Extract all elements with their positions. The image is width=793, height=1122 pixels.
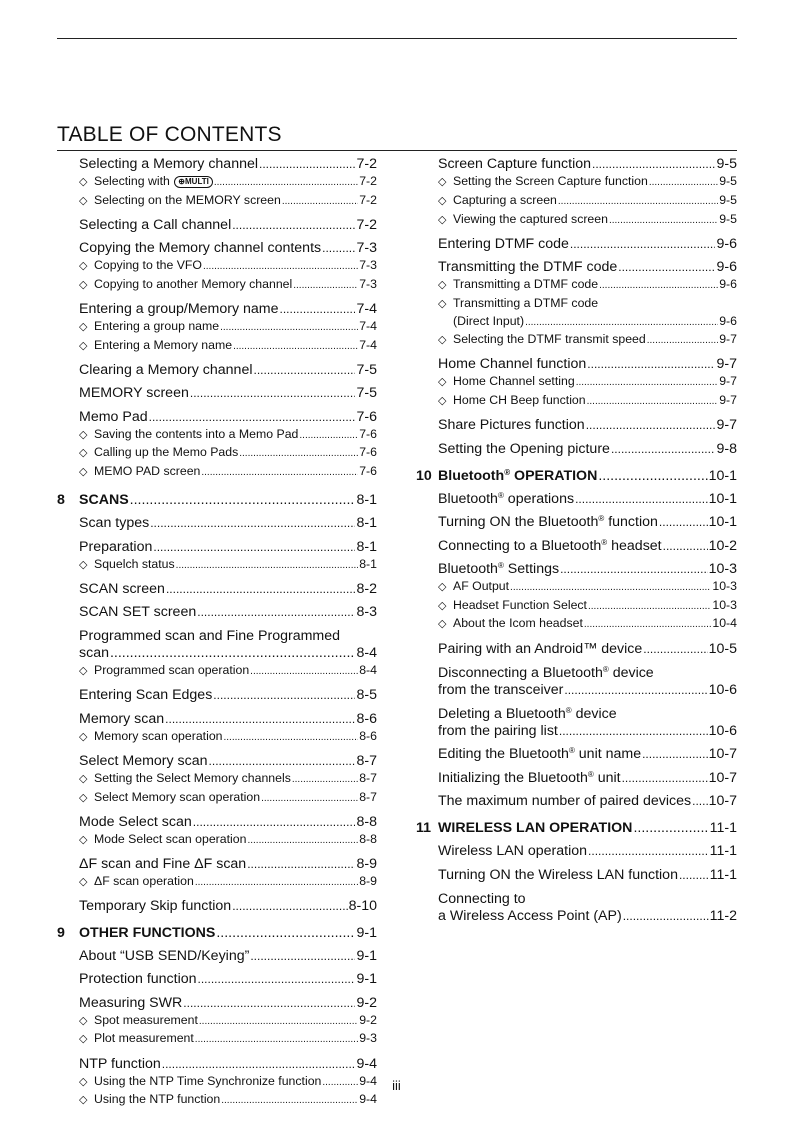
toc-entry[interactable]: SCAN SET screen ..... 8-3 — [57, 604, 377, 621]
toc-entry[interactable]: ΔF scan and Fine ΔF scan ..... 8-9 — [57, 856, 377, 873]
toc-subentry[interactable]: ◇ MEMO PAD screen ..... 7-6 — [57, 463, 377, 482]
diamond-icon: ◇ — [79, 665, 88, 678]
diamond-icon: ◇ — [438, 395, 447, 408]
toc-subentry[interactable]: ◇ Headset Function Select ..... 10-3 — [416, 597, 737, 616]
toc-subentry[interactable]: ◇ Home Channel setting ..... 9-7 — [416, 373, 737, 392]
toc-entry[interactable]: Setting the Opening picture ..... 9-8 — [416, 441, 737, 458]
toc-entry-line[interactable]: Connecting to — [438, 890, 526, 907]
multi-knob-icon: ⊕MULTI — [174, 176, 213, 188]
toc-subentry[interactable]: ◇ Setting the Screen Capture function ..... 9-5 — [416, 173, 737, 192]
diamond-icon: ◇ — [79, 730, 88, 743]
diamond-icon: ◇ — [438, 297, 447, 310]
diamond-icon: ◇ — [438, 376, 447, 389]
diamond-icon: ◇ — [79, 558, 88, 571]
toc-entry[interactable]: Selecting a Memory channel ..... 7-2 — [57, 156, 377, 173]
diamond-icon: ◇ — [79, 321, 88, 334]
toc-entry[interactable]: Protection function ..... 9-1 — [57, 971, 377, 988]
toc-section-8[interactable]: 8 SCANS ..... 8-1 — [57, 492, 377, 509]
toc-entry[interactable]: Transmitting the DTMF code ..... 9-6 — [416, 259, 737, 276]
toc-entry[interactable]: Home Channel function ..... 9-7 — [416, 356, 737, 373]
toc-entry[interactable]: Turning ON the Bluetooth® function ..... 10-1 — [416, 514, 737, 531]
toc-entry[interactable]: Editing the Bluetooth® unit name ..... 10-7 — [416, 746, 737, 763]
diamond-icon: ◇ — [438, 599, 447, 612]
toc-subentry[interactable]: ◇ Copying to the VFO ..... 7-3 — [57, 257, 377, 276]
toc-subentry[interactable]: ◇ Entering a Memory name ..... 7-4 — [57, 337, 377, 356]
toc-entry[interactable]: Turning ON the Wireless LAN function ..... 11-1 — [416, 867, 737, 884]
header-rule — [57, 38, 737, 39]
diamond-icon: ◇ — [79, 875, 88, 888]
toc-subentry[interactable]: ◇ Using the NTP Time Synchronize function ..... 9-4 — [57, 1073, 377, 1092]
toc-entry-line[interactable]: Disconnecting a Bluetooth® device — [438, 664, 654, 681]
diamond-icon: ◇ — [79, 1033, 88, 1046]
diamond-icon: ◇ — [79, 772, 88, 785]
toc-subentry[interactable]: ◇ Calling up the Memo Pads ..... 7-6 — [57, 444, 377, 463]
toc-entry[interactable]: Scan types ..... 8-1 — [57, 515, 377, 532]
toc-entry[interactable]: Select Memory scan ..... 8-7 — [57, 753, 377, 770]
diamond-icon: ◇ — [79, 339, 88, 352]
diamond-icon: ◇ — [79, 194, 88, 207]
toc-subentry[interactable]: ◇ Home CH Beep function ..... 9-7 — [416, 392, 737, 411]
toc-subentry[interactable]: ◇ Saving the contents into a Memo Pad ..... 7-6 — [57, 426, 377, 445]
toc-subentry[interactable]: ◇ Selecting with ⊕MULTI ..... 7-2 — [57, 173, 377, 192]
title-rule — [57, 150, 737, 151]
toc-entry[interactable]: from the transceiver ..... 10-6 — [416, 682, 737, 699]
page-number: iii — [392, 1078, 401, 1093]
toc-entry[interactable]: Memory scan ..... 8-6 — [57, 711, 377, 728]
toc-entry[interactable]: Memo Pad ..... 7-6 — [57, 409, 377, 426]
toc-entry[interactable]: Bluetooth® operations ..... 10-1 — [416, 491, 737, 508]
diamond-icon: ◇ — [438, 194, 447, 207]
diamond-icon: ◇ — [438, 334, 447, 347]
toc-subentry[interactable]: ◇ AF Output ..... 10-3 — [416, 578, 737, 597]
toc-subentry[interactable]: ◇ Selecting on the MEMORY screen ..... 7-2 — [57, 192, 377, 211]
toc-section-9[interactable]: 9 OTHER FUNCTIONS ..... 9-1 — [57, 925, 377, 942]
toc-entry[interactable]: Selecting a Call channel ..... 7-2 — [57, 217, 377, 234]
diamond-icon: ◇ — [79, 176, 88, 188]
diamond-icon: ◇ — [79, 466, 88, 479]
diamond-icon: ◇ — [79, 447, 88, 460]
toc-subentry[interactable]: ◇ Transmitting a DTMF code ..... 9-6 — [416, 276, 737, 295]
toc-subentry[interactable]: ◇ Copying to another Memory channel ..... 7-3 — [57, 276, 377, 295]
toc-entry[interactable]: Clearing a Memory channel ..... 7-5 — [57, 362, 377, 379]
diamond-icon: ◇ — [79, 791, 88, 804]
toc-entry[interactable]: About “USB SEND/Keying” ..... 9-1 — [57, 948, 377, 965]
diamond-icon: ◇ — [438, 278, 447, 291]
toc-subentry[interactable]: ◇ Plot measurement ..... 9-3 — [57, 1030, 377, 1049]
toc-right-column — [416, 156, 737, 925]
toc-entry[interactable]: Pairing with an Android™ device ..... 10-5 — [416, 641, 737, 658]
toc-subentry[interactable]: ◇ Mode Select scan operation ..... 8-8 — [57, 831, 377, 850]
toc-section-10[interactable]: 10 Bluetooth® OPERATION ..... 10-1 — [416, 468, 737, 485]
toc-entry[interactable]: Initializing the Bluetooth® unit ..... 10-7 — [416, 770, 737, 787]
toc-subentry[interactable]: ◇ Memory scan operation ..... 8-6 — [57, 728, 377, 747]
toc-entry-line[interactable]: Programmed scan and Fine Programmed — [79, 628, 341, 645]
toc-entry[interactable]: Screen Capture function ..... 9-5 — [416, 156, 737, 173]
toc-entry-line[interactable]: Deleting a Bluetooth® device — [438, 706, 617, 723]
toc-entry[interactable]: scan ..... 8-4 — [57, 645, 377, 662]
toc-section-11[interactable]: 11 WIRELESS LAN OPERATION ..... 11-1 — [416, 820, 737, 837]
diamond-icon: ◇ — [438, 618, 447, 631]
diamond-icon: ◇ — [438, 213, 447, 226]
toc-subentry-line[interactable]: ◇ Transmitting a DTMF code — [416, 295, 737, 313]
diamond-icon: ◇ — [79, 1014, 88, 1027]
toc-entry[interactable]: NTP function ..... 9-4 — [57, 1056, 377, 1073]
toc-subentry[interactable]: ◇ Capturing a screen ..... 9-5 — [416, 192, 737, 211]
toc-subentry[interactable]: ◇ About the Icom headset ..... 10-4 — [416, 615, 737, 634]
toc-subentry[interactable]: ◇ Programmed scan operation ..... 8-4 — [57, 662, 377, 681]
diamond-icon: ◇ — [79, 833, 88, 846]
toc-subentry[interactable]: ◇ Select Memory scan operation ..... 8-7 — [57, 789, 377, 808]
toc-entry[interactable]: SCAN screen ..... 8-2 — [57, 581, 377, 598]
toc-entry[interactable]: a Wireless Access Point (AP) ..... 11-2 — [416, 908, 737, 925]
toc-entry[interactable]: Entering Scan Edges ..... 8-5 — [57, 687, 377, 704]
toc-entry[interactable]: Share Pictures function ..... 9-7 — [416, 417, 737, 434]
toc-subentry[interactable]: ◇ Using the NTP function ..... 9-4 — [57, 1091, 377, 1110]
toc-subentry[interactable]: ◇ Selecting the DTMF transmit speed ..... 9-7 — [416, 331, 737, 350]
toc-entry[interactable]: Temporary Skip function ..... 8-10 — [57, 898, 377, 915]
toc-left-column — [57, 156, 377, 1110]
toc-entry[interactable]: Copying the Memory channel contents ..... 7-3 — [57, 240, 377, 257]
toc-entry[interactable]: Entering a group/Memory name ..... 7-4 — [57, 301, 377, 318]
toc-subentry[interactable]: ◇ Setting the Select Memory channels ..... 8-7 — [57, 770, 377, 789]
toc-entry[interactable]: MEMORY screen ..... 7-5 — [57, 385, 377, 402]
page-title: TABLE OF CONTENTS — [57, 123, 282, 146]
toc-entry[interactable]: Measuring SWR ..... 9-2 — [57, 995, 377, 1012]
toc-subentry[interactable]: ◇ ΔF scan operation ..... 8-9 — [57, 873, 377, 892]
diamond-icon: ◇ — [79, 1094, 88, 1107]
toc-entry[interactable]: Bluetooth® Settings ..... 10-3 — [416, 561, 737, 578]
toc-subentry[interactable]: ◇ Viewing the captured screen ..... 9-5 — [416, 211, 737, 230]
diamond-icon: ◇ — [438, 176, 447, 188]
toc-entry[interactable]: Preparation ..... 8-1 — [57, 539, 377, 556]
toc-entry[interactable]: Wireless LAN operation ..... 11-1 — [416, 843, 737, 860]
toc-subentry[interactable]: ◇ Squelch status ..... 8-1 — [57, 556, 377, 575]
toc-entry[interactable]: Entering DTMF code ..... 9-6 — [416, 236, 737, 253]
toc-entry[interactable]: Connecting to a Bluetooth® headset ..... 10-2 — [416, 538, 737, 555]
diamond-icon: ◇ — [79, 278, 88, 291]
toc-entry[interactable]: from the pairing list ..... 10-6 — [416, 723, 737, 740]
toc-subentry[interactable]: ◇ Spot measurement ..... 9-2 — [57, 1012, 377, 1031]
diamond-icon: ◇ — [438, 580, 447, 593]
toc-subentry[interactable]: ◇ Entering a group name ..... 7-4 — [57, 318, 377, 337]
diamond-icon: ◇ — [79, 260, 88, 273]
toc-entry[interactable]: The maximum number of paired devices ..... 10-7 — [416, 793, 737, 810]
toc-entry[interactable]: Mode Select scan ..... 8-8 — [57, 814, 377, 831]
diamond-icon: ◇ — [79, 428, 88, 441]
toc-subentry[interactable]: (Direct Input) ..... 9-6 — [416, 313, 737, 332]
diamond-icon: ◇ — [79, 1075, 88, 1088]
